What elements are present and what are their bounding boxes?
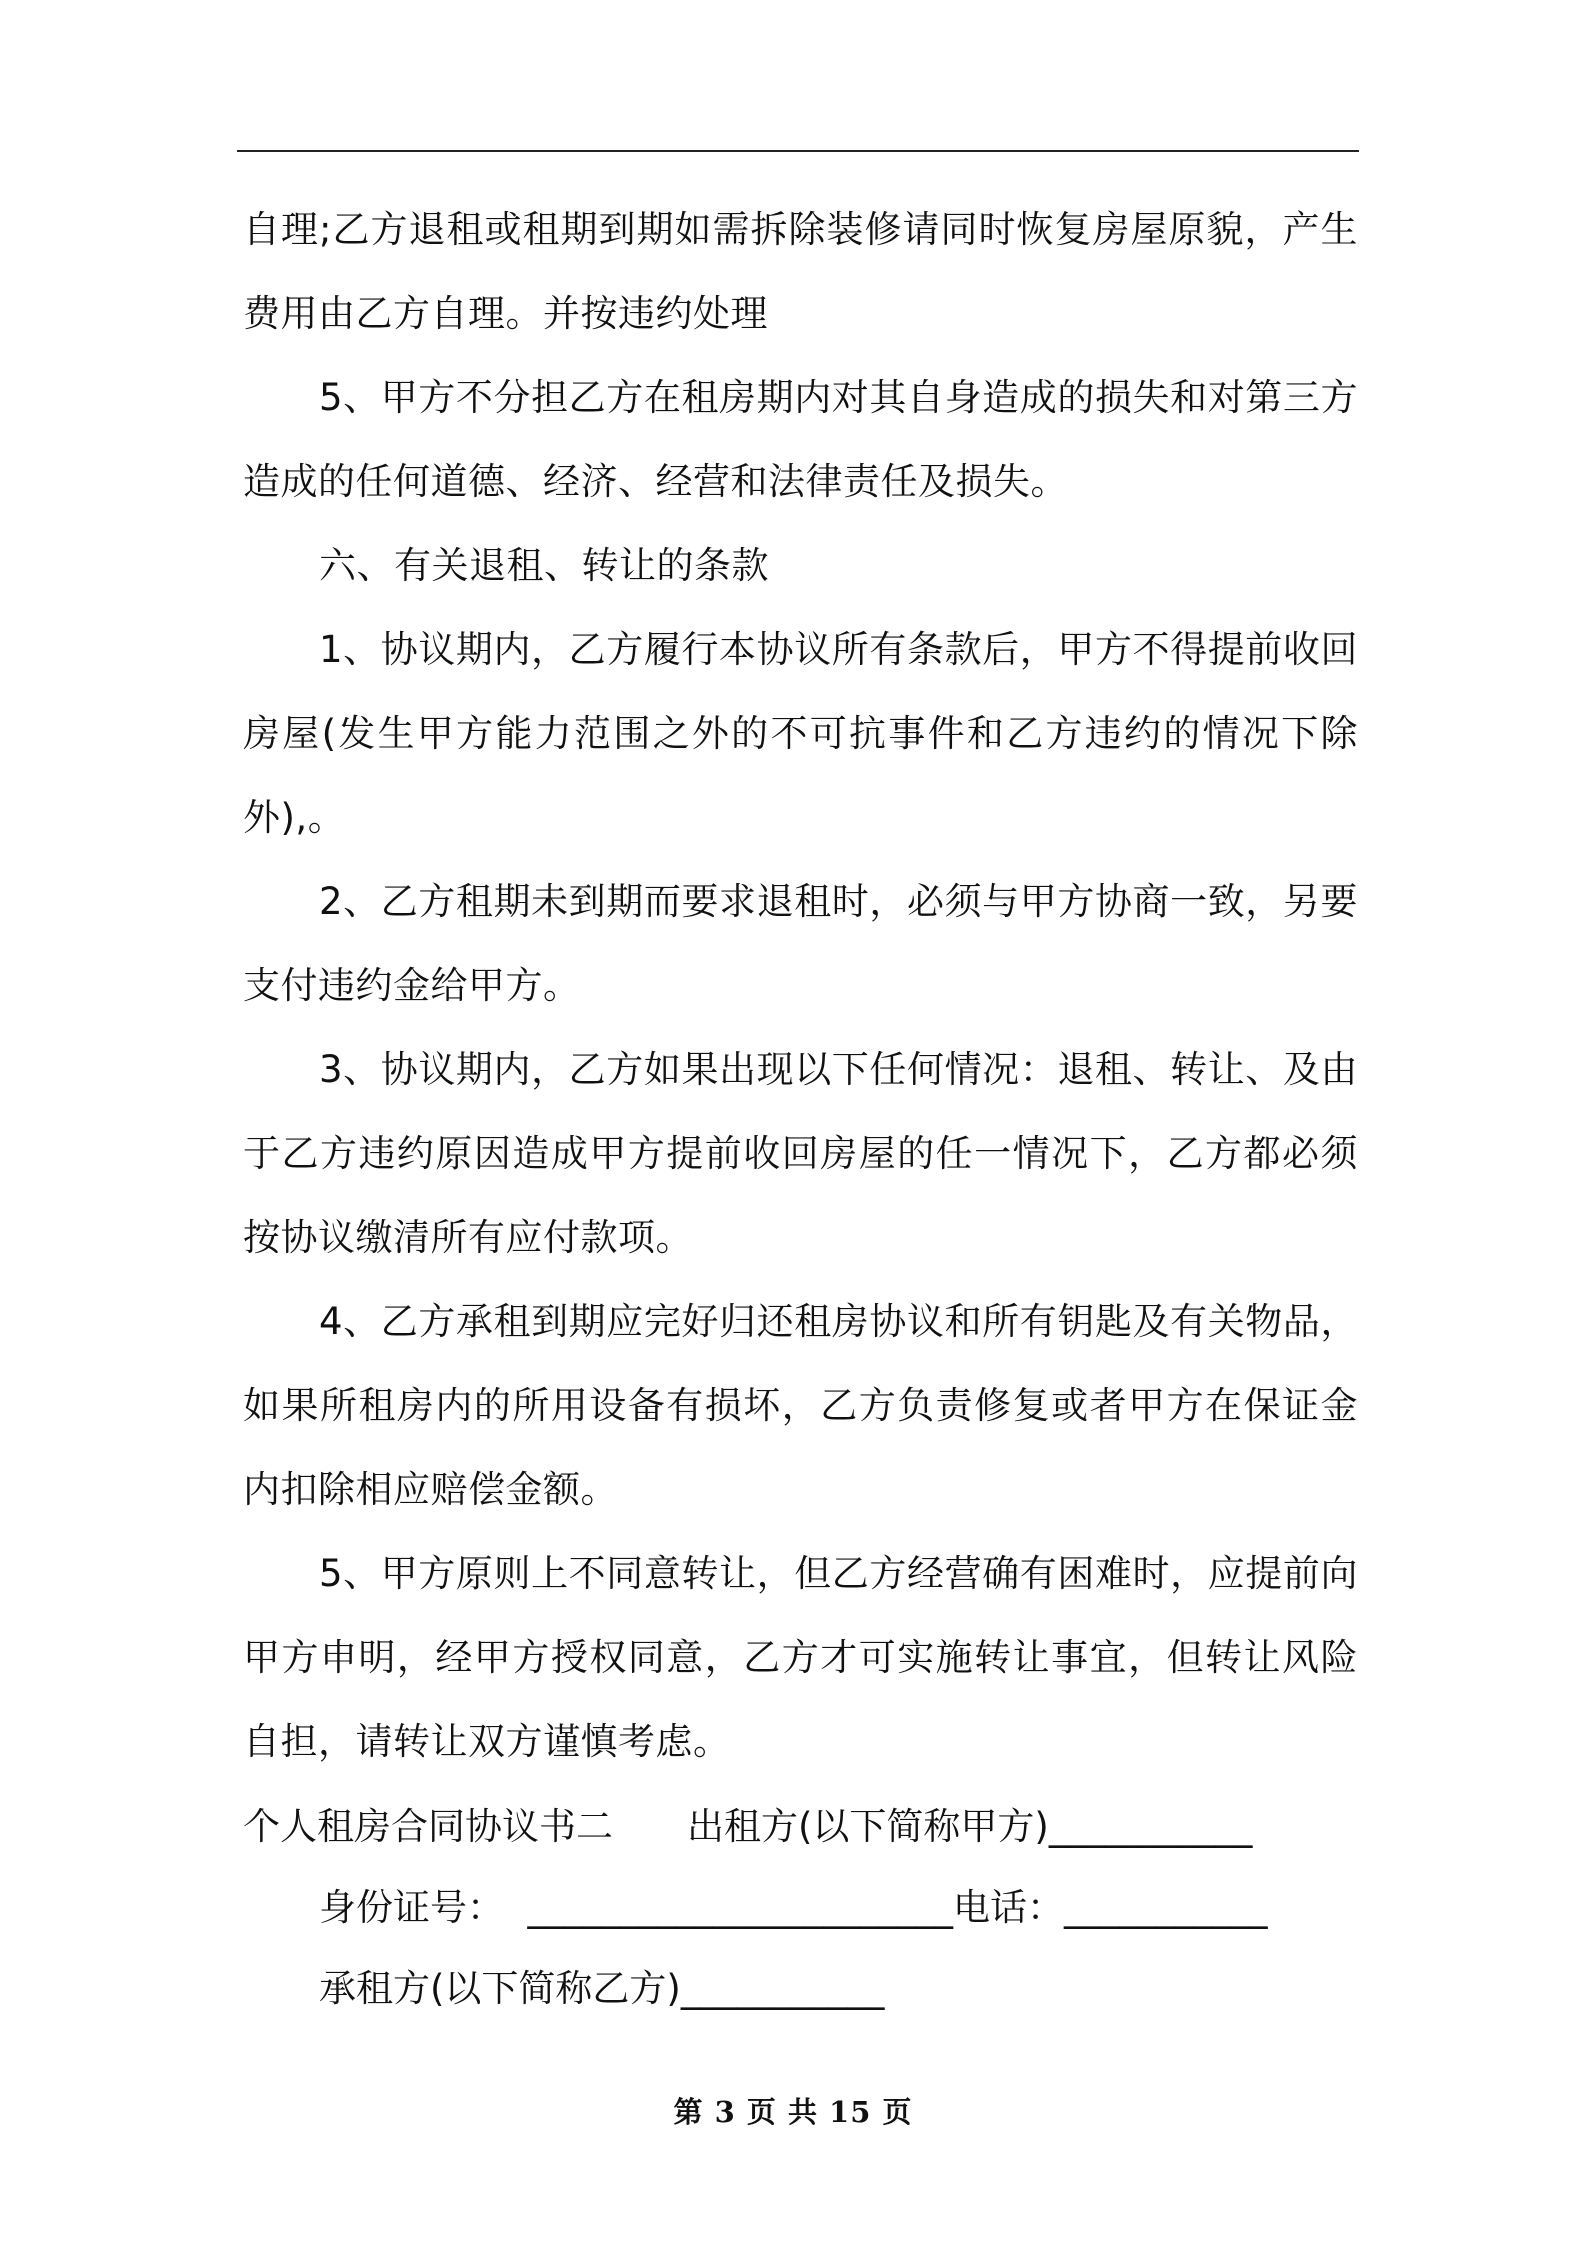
paragraph-6: 3、协议期内，乙方如果出现以下任何情况：退租、转让、及由于乙方违约原因造成甲方提前收回房屋的任一情况下，乙方都必须按协议缴清所有应付款项。	[243, 1048, 1358, 1259]
paragraph-7: 4、乙方承租到期应完好归还租房协议和所有钥匙及有关物品，如果所租房内的所用设备有损坏，乙方负责修复或者甲方在保证金内扣除相应赔偿金额。	[243, 1300, 1358, 1511]
form-line-title-lessor: 个人租房合同协议书二 出租方(以下简称甲方)___________	[243, 1805, 1253, 1848]
paragraph-1: 自理;乙方退租或租期到期如需拆除装修请同时恢复房屋原貌，产生费用由乙方自理。并按违约处理	[243, 208, 1358, 335]
header-rule	[237, 150, 1359, 152]
body-text	[243, 188, 1358, 1784]
page-number: 第 3 页 共 15 页	[673, 2095, 913, 2129]
form-line-lessee: 承租方(以下简称乙方)___________	[319, 1967, 885, 2010]
paragraph-4: 1、协议期内，乙方履行本协议所有条款后，甲方不得提前收回房屋(发生甲方能力范围之外的不可抗事件和乙方违约的情况下除外),。	[243, 628, 1358, 839]
form-line-id-phone: 身份证号： _______________________电话：___________	[319, 1886, 1268, 1929]
section-heading: 六、有关退租、转让的条款	[319, 544, 769, 587]
paragraph-8: 5、甲方原则上不同意转让，但乙方经营确有困难时，应提前向甲方申明，经甲方授权同意，乙方才可实施转让事宜，但转让风险自担，请转让双方谨慎考虑。	[243, 1552, 1358, 1763]
paragraph-2: 5、甲方不分担乙方在租房期内对其自身造成的损失和对第三方造成的任何道德、经济、经营和法律责任及损失。	[243, 376, 1358, 503]
paragraph-5: 2、乙方租期未到期而要求退租时，必须与甲方协商一致，另要支付违约金给甲方。	[243, 880, 1358, 1007]
